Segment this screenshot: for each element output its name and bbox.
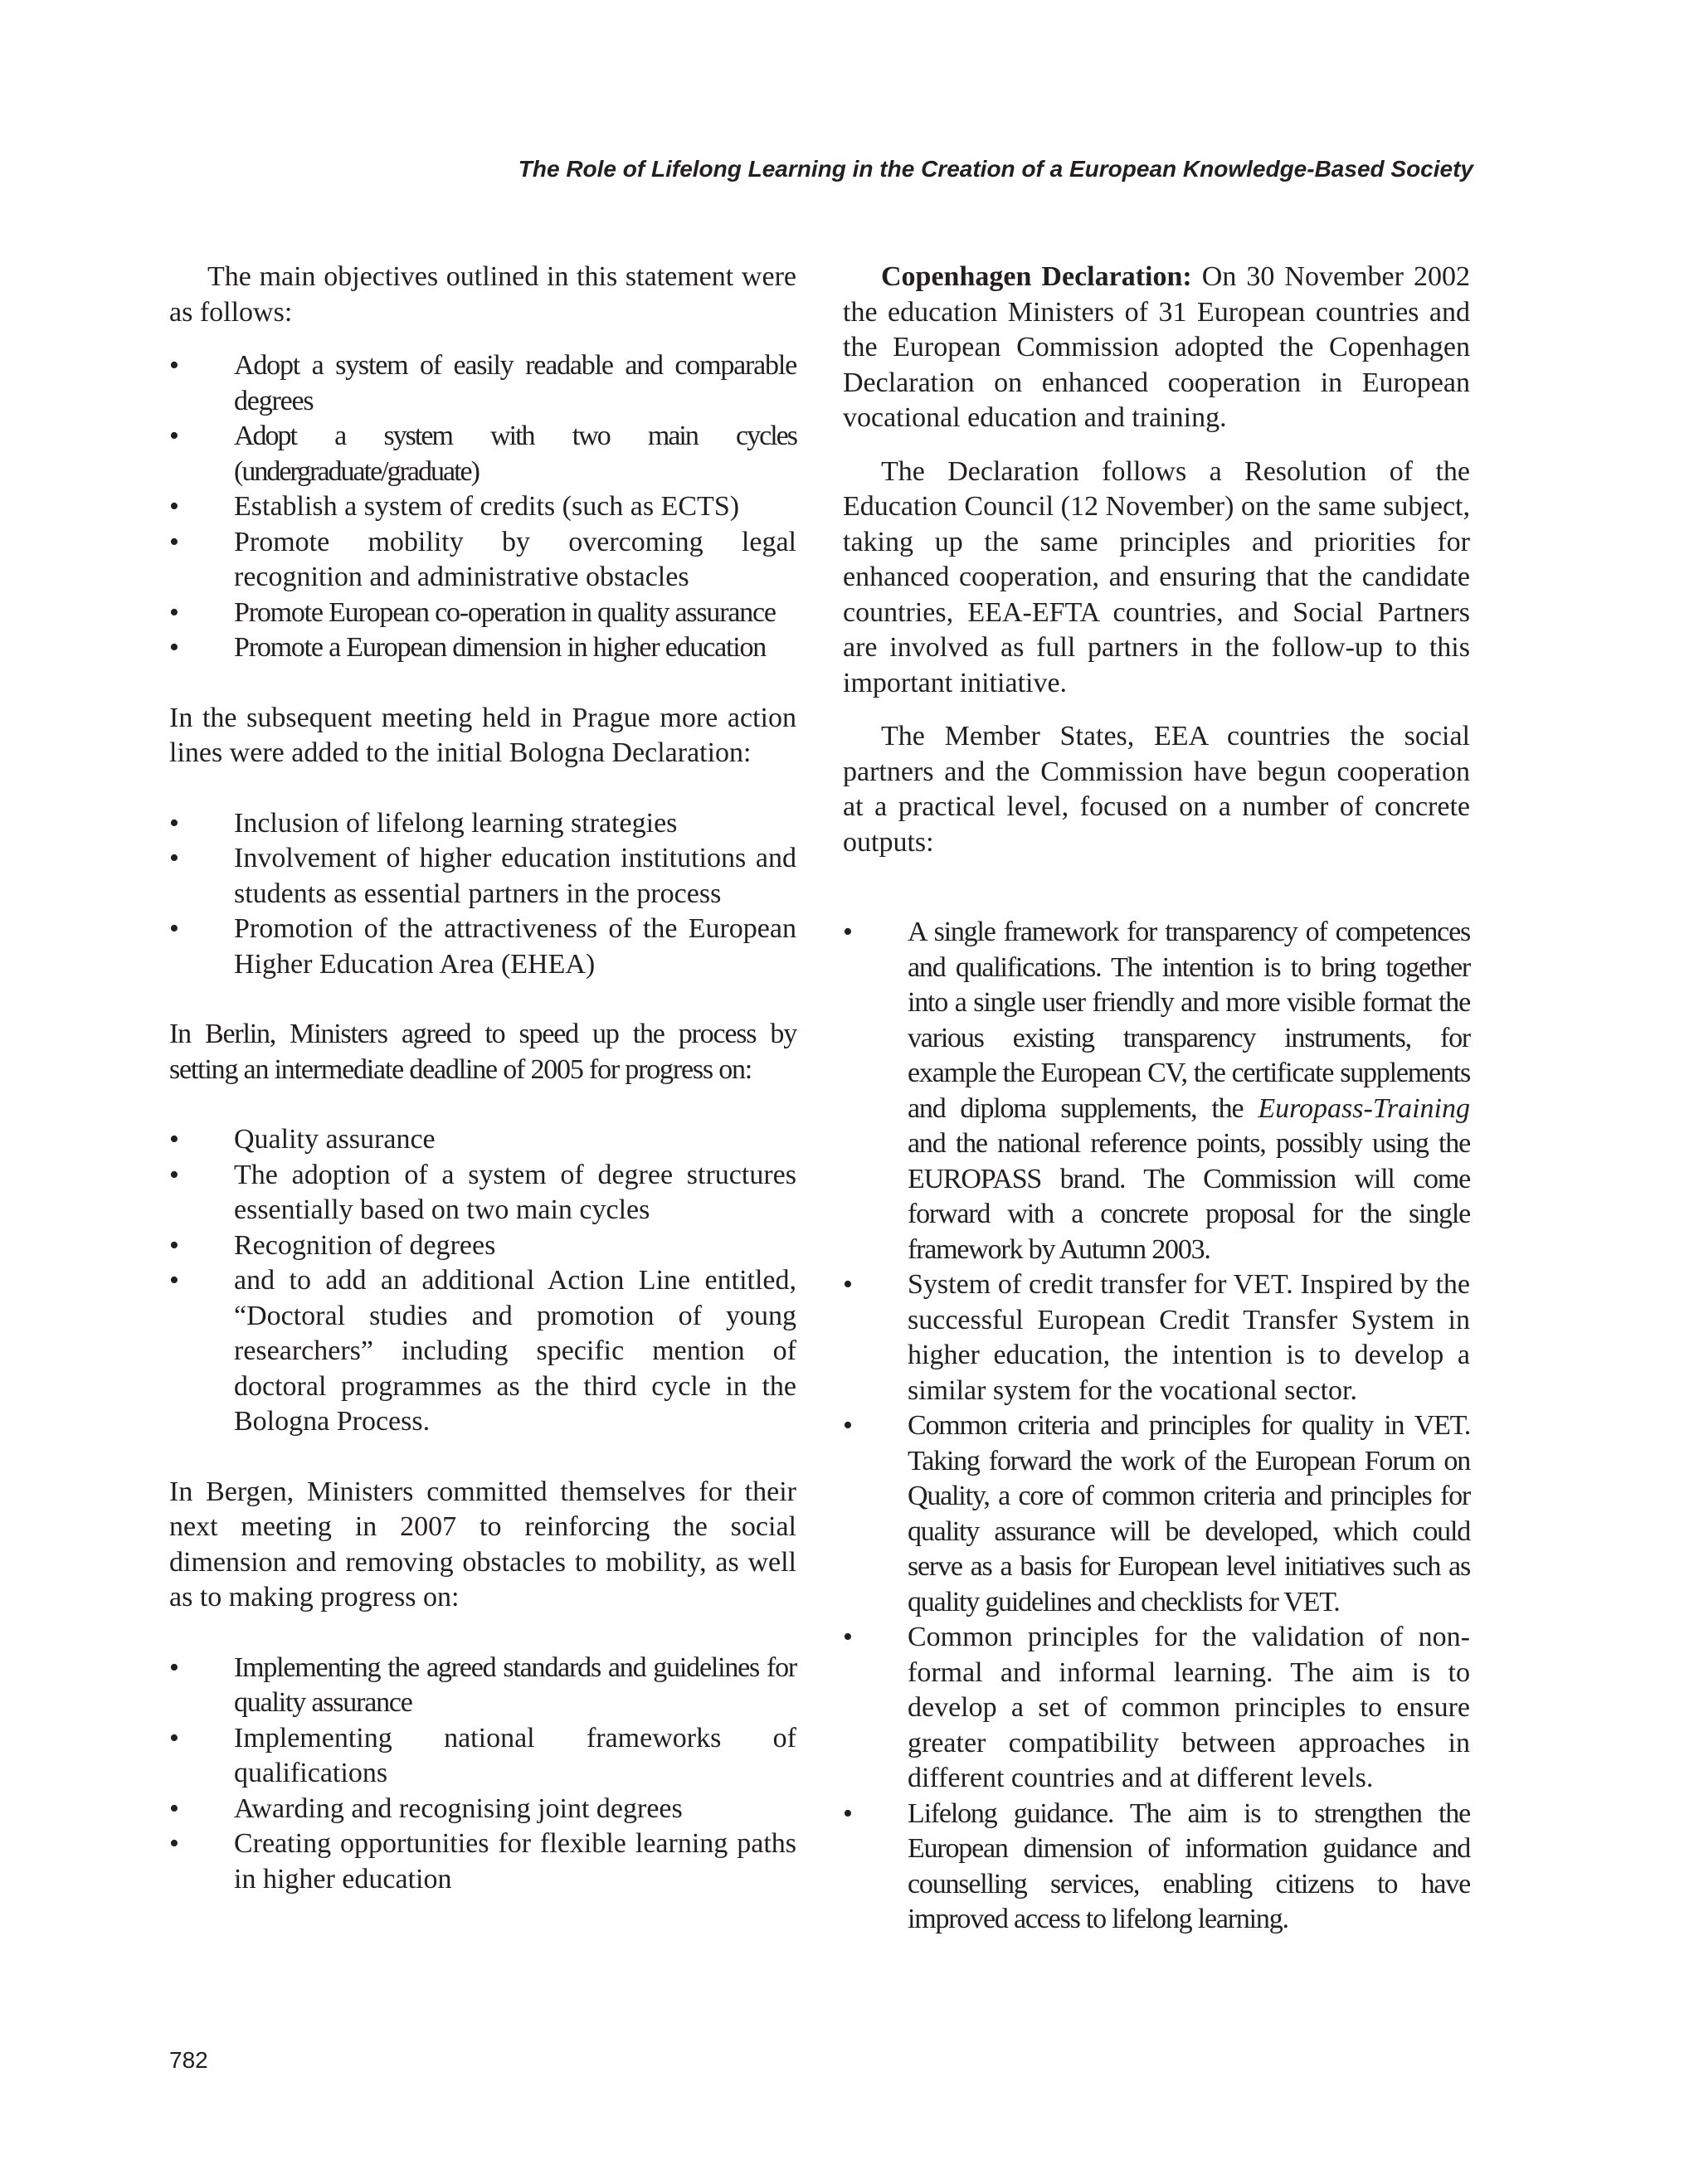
list-item <box>843 1797 1470 1938</box>
list-item <box>169 1826 796 1897</box>
list-item-text: Quality assurance <box>234 1124 436 1155</box>
bullet-icon: • <box>169 913 179 944</box>
list-item-text: A single framework for transparency of competences and qualifications. The intention is to bring together into a single user friendly and more visible format the various existing transparency instruments, for example the European CV, the certificate supplements and diploma supplements, the <box>908 917 1470 1124</box>
bullet-icon: • <box>169 350 179 381</box>
bullet-icon: • <box>843 1269 853 1300</box>
list-item <box>843 915 1470 1267</box>
objectives-intro: The main objectives outlined in this statement were as follows: <box>169 261 796 328</box>
list-item-text: Implementing national frameworks of qualifications <box>234 1722 796 1788</box>
bullet-icon: • <box>843 1622 853 1652</box>
spacer <box>169 982 796 1017</box>
list-item <box>169 912 796 982</box>
list-item <box>169 841 796 912</box>
spacer <box>843 701 1470 719</box>
outputs-list <box>843 915 1470 1938</box>
bullet-icon: • <box>169 1792 179 1824</box>
page-number: 782 <box>169 2047 208 2073</box>
bullet-icon: • <box>169 843 179 873</box>
bullet-icon: • <box>169 632 179 663</box>
bullet-icon: • <box>169 1828 179 1859</box>
list-item-text: Promote a European dimension in higher education <box>234 632 767 663</box>
spacer <box>169 771 796 806</box>
spacer <box>169 666 796 701</box>
bullet-icon: • <box>169 1265 179 1296</box>
list-item <box>169 596 796 631</box>
berlin-intro: In Berlin, Ministers agreed to speed up the process by setting an intermediate deadline of 2005 for progress on: <box>169 1019 796 1085</box>
bullet-icon: • <box>169 526 179 557</box>
prague-list <box>169 806 796 983</box>
list-item-text: Recognition of degrees <box>234 1229 496 1261</box>
spacer <box>169 1440 796 1475</box>
list-item-text: Establish a system of credits (such as ECTS) <box>234 491 740 522</box>
bullet-icon: • <box>169 1124 179 1155</box>
list-item-text: Creating opportunities for flexible learning paths in higher education <box>234 1828 796 1895</box>
list-item <box>169 419 796 489</box>
list-item-text: Adopt a system with two main cycles (undergraduate/graduate) <box>234 421 796 487</box>
list-item-text: Implementing the agreed standards and guidelines for quality assurance <box>234 1651 796 1718</box>
list-item-text: Promotion of the attractiveness of the European Higher Education Area (EHEA) <box>234 913 796 980</box>
list-item-text: and the national reference points, possibly using the EUROPASS brand. The Commission will come forward with a concrete proposal for the single framework by Autumn 2003. <box>908 1128 1470 1265</box>
list-item <box>169 1122 796 1158</box>
list-item <box>169 1651 796 1721</box>
list-item-text: Involvement of higher education institutions and students as essential partners in the process <box>234 843 796 909</box>
bullet-icon: • <box>169 1722 179 1754</box>
left-column <box>169 260 796 1897</box>
list-item-text: System of credit transfer for VET. Inspired by the successful European Credit Transfer System in higher education, the intention is to develop a similar system for the vocational sector. <box>908 1269 1470 1406</box>
prague-intro: In the subsequent meeting held in Prague more action lines were added to the initial Bologna Declaration: <box>169 702 796 768</box>
berlin-list <box>169 1122 796 1440</box>
list-item <box>169 1228 796 1264</box>
list-item <box>169 1158 796 1228</box>
member-states-paragraph: The Member States, EEA countries the social partners and the Commission have begun cooperation at a practical level, focused on a number of concrete outputs: <box>843 721 1470 858</box>
bullet-icon: • <box>169 1651 179 1683</box>
resolution-paragraph: The Declaration follows a Resolution of the Education Council (12 November) on the same subject, taking up the same principles and priorities for enhanced cooperation, and ensuring that the candidate countries, EEA-EFTA countries, and Social Partners are involved as full partners in the follow-up to this important initiative. <box>843 455 1470 698</box>
list-item-text: Promote mobility by overcoming legal recognition and administrative obstacles <box>234 526 796 592</box>
copenhagen-heading: Copenhagen Declaration: <box>881 261 1192 292</box>
bullet-icon: • <box>169 491 179 522</box>
list-item <box>169 806 796 842</box>
copenhagen-text: On 30 November 2002 the education Ministers of 31 European countries and the European Commission adopted the Copenhagen Declaration on enhanced cooperation in European vocational education and training. <box>843 261 1470 433</box>
bullet-icon: • <box>843 1410 853 1441</box>
list-item <box>843 1408 1470 1620</box>
list-item-text: Lifelong guidance. The aim is to strengthen the European dimension of information guidance and counselling services, enabling citizens to have improved access to lifelong learning. <box>908 1797 1470 1934</box>
objectives-list <box>169 348 796 666</box>
list-item-text: and to add an additional Action Line entitled, “Doctoral studies and promotion of young researchers” including specific mention of doctoral programmes as the third cycle in the Bologna Process. <box>234 1265 796 1437</box>
running-header: The Role of Lifelong Learning in the Creation of a European Knowledge-Based Society <box>518 156 1473 182</box>
list-item <box>169 525 796 596</box>
spacer <box>843 436 1470 455</box>
bullet-icon: • <box>169 1229 179 1261</box>
bergen-list <box>169 1651 796 1898</box>
bullet-icon: • <box>169 421 179 451</box>
bullet-icon: • <box>169 807 179 839</box>
spacer <box>169 1087 796 1122</box>
list-item-text: Common criteria and principles for quality in VET. Taking forward the work of the European Forum on Quality, a core of common criteria and principles for quality assurance will be developed, which could serve as a basis for European level initiatives such as quality guidelines and checklists for VET. <box>908 1410 1470 1617</box>
list-item <box>843 1267 1470 1408</box>
list-item-text: Common principles for the validation of non-formal and informal learning. The aim is to develop a set of common principles to ensure greater compatibility between approaches in different countries and at different levels. <box>908 1622 1470 1793</box>
list-item <box>169 630 796 666</box>
spacer <box>843 860 1470 915</box>
europass-training-term: Europass-Training <box>1258 1092 1470 1124</box>
bullet-icon: • <box>169 1159 179 1190</box>
list-item-text: Adopt a system of easily readable and comparable degrees <box>234 350 796 416</box>
copenhagen-paragraph <box>843 260 1470 436</box>
list-item <box>169 1792 796 1827</box>
list-item-text: Inclusion of lifelong learning strategies <box>234 807 678 839</box>
list-item-text: Awarding and recognising joint degrees <box>234 1792 683 1824</box>
right-column <box>843 260 1470 1938</box>
list-item-text: The adoption of a system of degree structures essentially based on two main cycles <box>234 1159 796 1225</box>
bullet-icon: • <box>169 596 179 628</box>
list-item-text: Promote European co-operation in quality assurance <box>234 596 776 628</box>
list-item <box>169 1721 796 1792</box>
spacer <box>169 1616 796 1651</box>
list-item <box>169 1263 796 1440</box>
bullet-icon: • <box>843 1797 853 1829</box>
list-item <box>843 1620 1470 1797</box>
list-item <box>169 348 796 419</box>
bergen-intro: In Bergen, Ministers committed themselves for their next meeting in 2007 to reinforcing the social dimension and removing obstacles to mobility, as well as to making progress on: <box>169 1476 796 1612</box>
list-item <box>169 489 796 525</box>
bullet-icon: • <box>843 917 853 947</box>
spacer <box>169 330 796 348</box>
